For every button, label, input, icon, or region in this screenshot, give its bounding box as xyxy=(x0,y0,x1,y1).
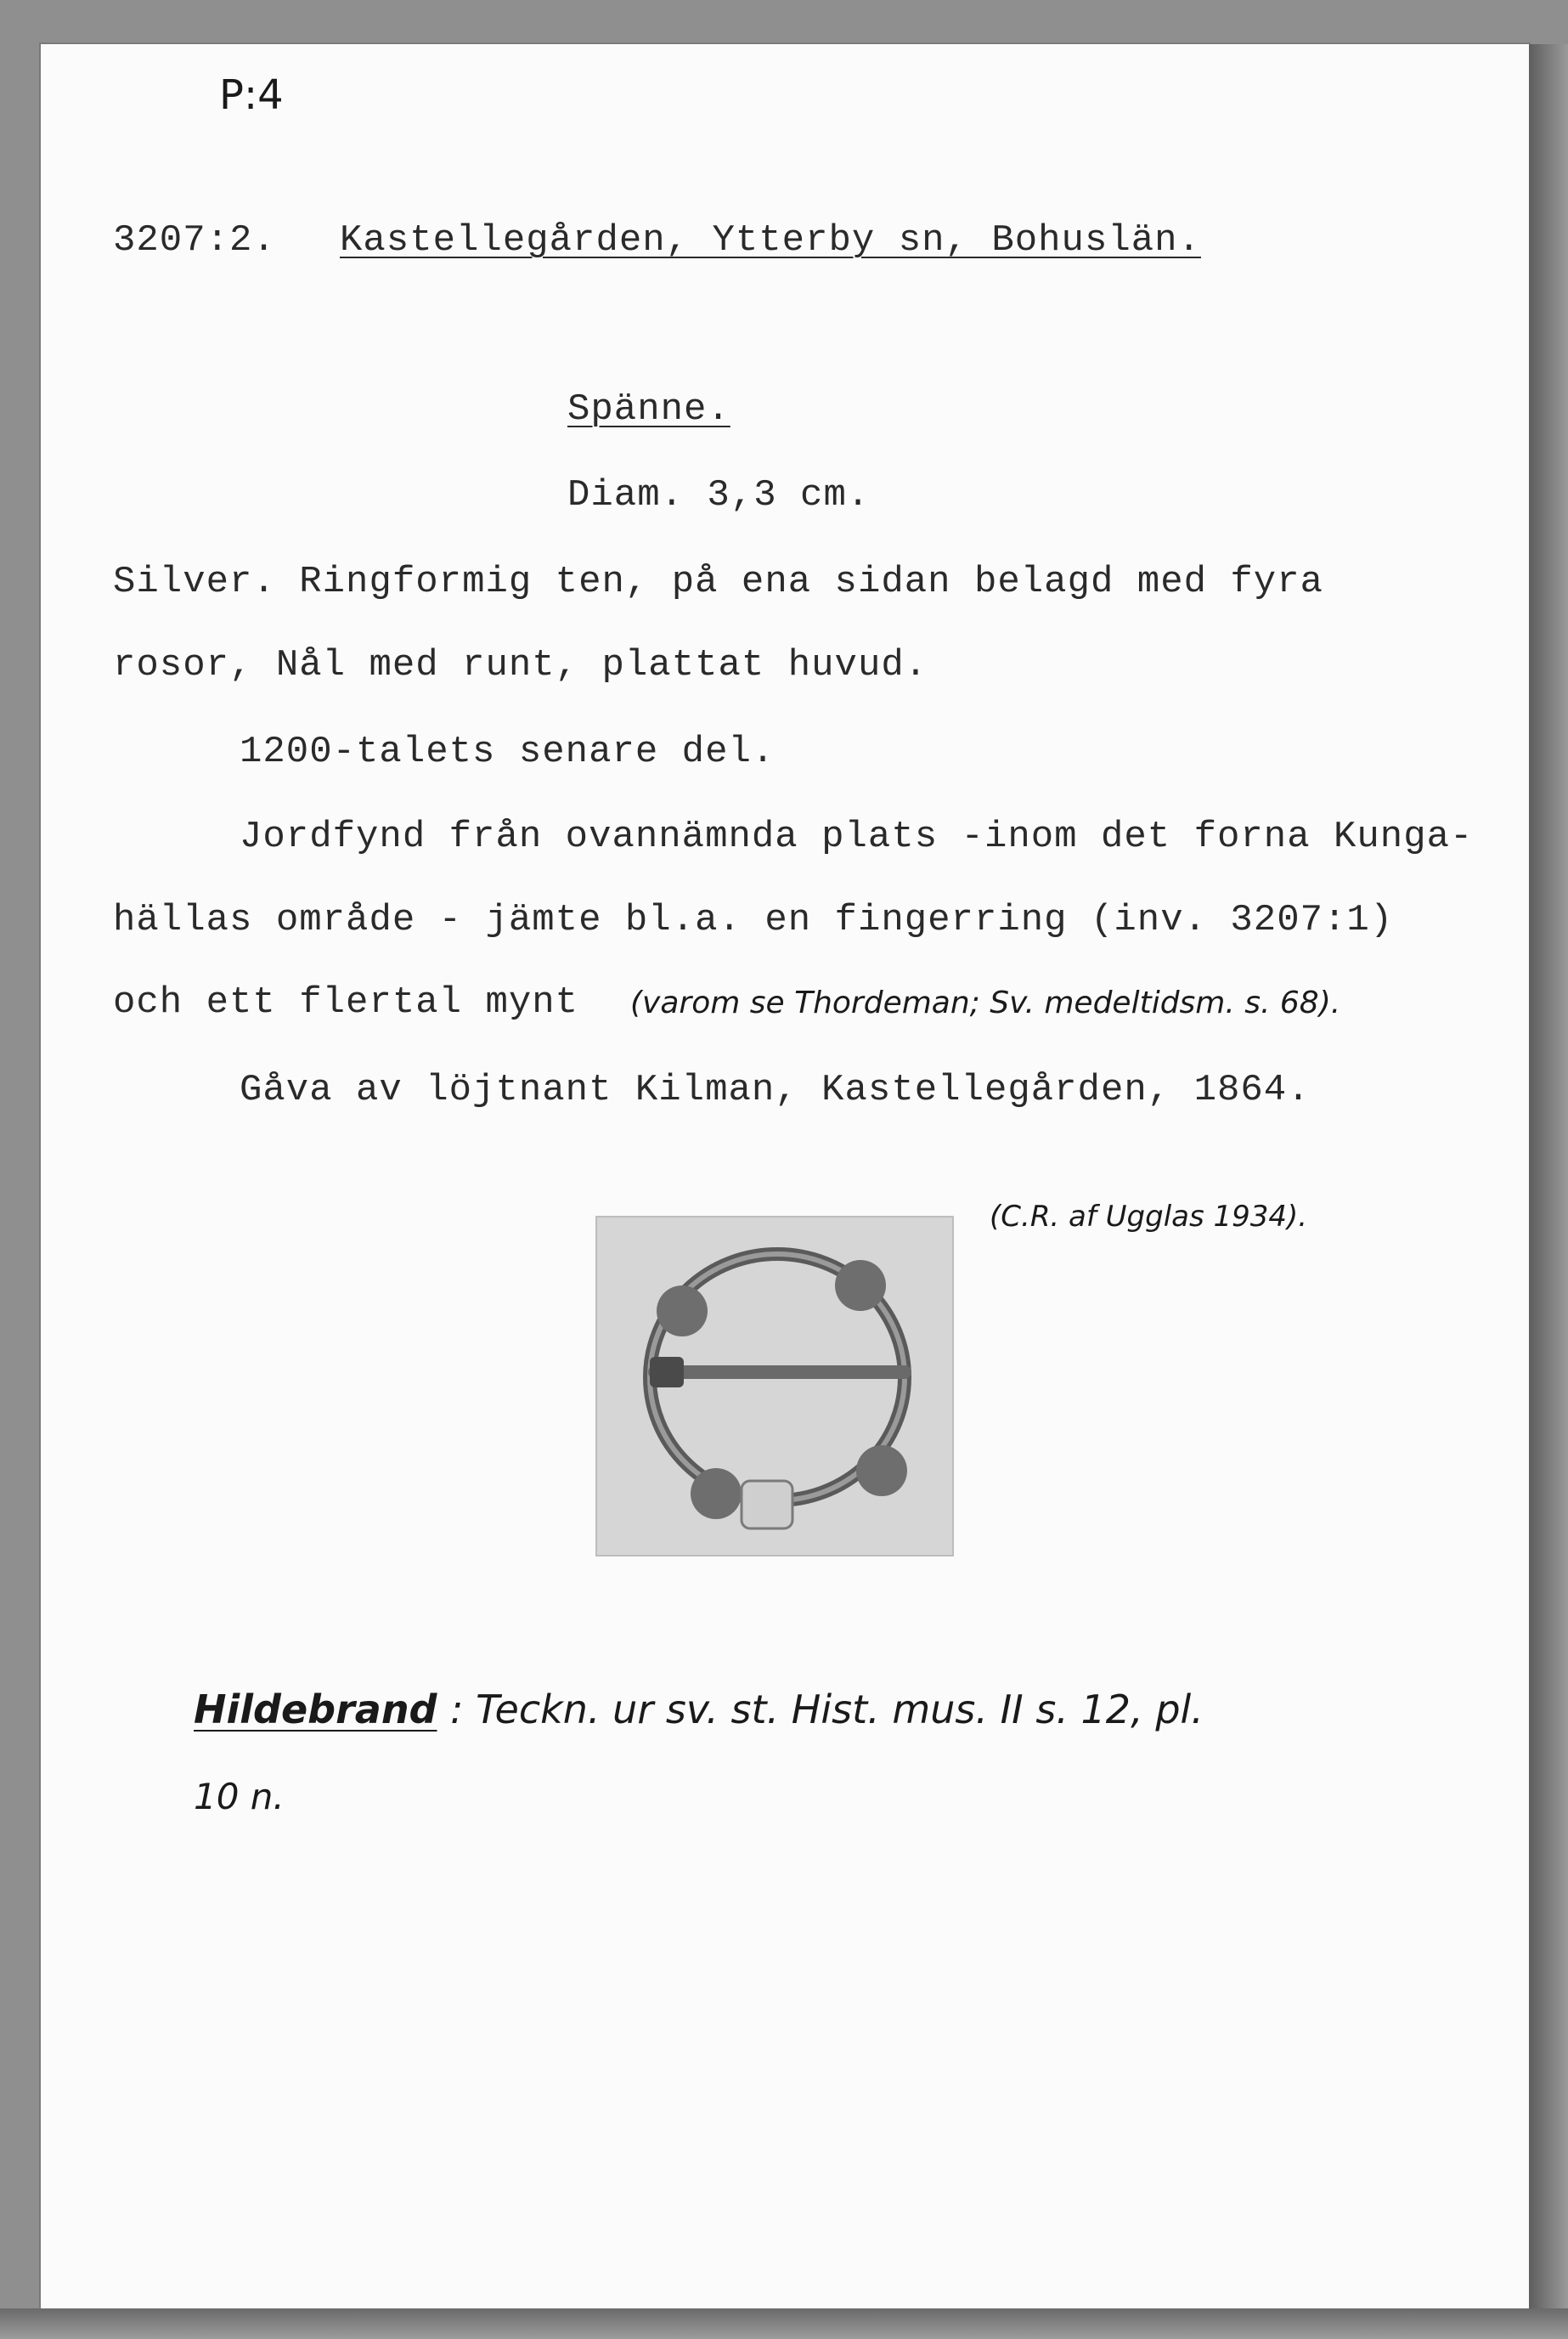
description-line-1: Silver. Ringformig ten, på ena sidan belagd med fyra xyxy=(113,561,1324,603)
object-name: Spänne. xyxy=(567,388,730,431)
reference-line-2: 10 n. xyxy=(194,1776,285,1817)
gift-note: Gåva av löjtnant Kilman, Kastellegården, 1864. xyxy=(240,1069,1311,1111)
photo-credit-note: (C.R. af Ugglas 1934). xyxy=(990,1200,1308,1234)
dating: 1200-talets senare del. xyxy=(240,731,776,773)
corner-mark: P:4 xyxy=(219,71,284,119)
reference-author: Hildebrand xyxy=(194,1686,437,1732)
handwritten-reference-note: (varom se Thordeman; Sv. medeltidsm. s. 68). xyxy=(630,986,1341,1020)
dimension: Diam. 3,3 cm. xyxy=(567,474,871,517)
find-location: Kastellegården, Ytterby sn, Bohuslän. xyxy=(340,219,1201,262)
brooch-photograph xyxy=(597,1218,952,1555)
find-line-1: Jordfynd från ovannämnda plats -inom det forna Kunga- xyxy=(240,816,1474,858)
reference-line-1: : Teckn. ur sv. st. Hist. mus. II s. 12, pl. xyxy=(450,1686,1204,1732)
find-line-3: och ett flertal mynt xyxy=(113,981,579,1024)
inventory-number: 3207:2. xyxy=(113,219,276,262)
brooch-image xyxy=(597,1218,952,1555)
catalog-card xyxy=(41,44,1529,2308)
description-line-2: rosor, Nål med runt, plattat huvud. xyxy=(113,644,928,686)
card-bottom-shadow xyxy=(0,2308,1568,2339)
find-line-2: hällas område - jämte bl.a. en fingerring (inv. 3207:1) xyxy=(113,899,1394,941)
card-edge-shadow xyxy=(1529,44,1568,2339)
